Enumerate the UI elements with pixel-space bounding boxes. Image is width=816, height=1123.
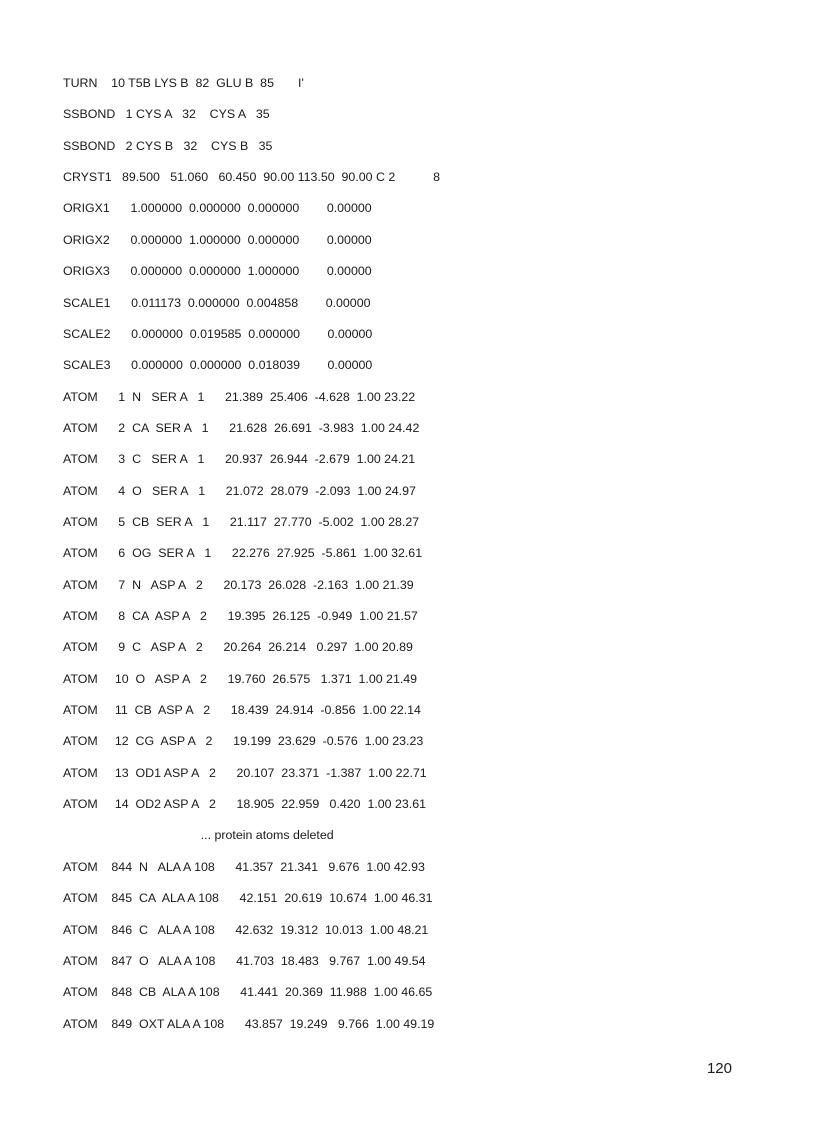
pdb-record-line: ORIGX2 0.000000 1.000000 0.000000 0.00000 bbox=[63, 232, 372, 247]
deletion-note: ... protein atoms deleted bbox=[63, 828, 334, 843]
pdb-record-line: ATOM 7 N ASP A 2 20.173 26.028 -2.163 1.00 21.39 bbox=[63, 577, 414, 592]
pdb-record-line: ATOM 2 CA SER A 1 21.628 26.691 -3.983 1.00 24.42 bbox=[63, 420, 420, 435]
pdb-record-line: ATOM 848 CB ALA A 108 41.441 20.369 11.988 1.00 46.65 bbox=[63, 985, 433, 1000]
pdb-record-line: ATOM 11 CB ASP A 2 18.439 24.914 -0.856 1.00 22.14 bbox=[63, 703, 421, 717]
pdb-record-line: ATOM 9 C ASP A 2 20.264 26.214 0.297 1.00 20.89 bbox=[63, 640, 413, 655]
pdb-record-line: ATOM 13 OD1 ASP A 2 20.107 23.371 -1.387 1.00 22.71 bbox=[63, 765, 427, 780]
pdb-record-line: SCALE1 0.011173 0.000000 0.004858 0.00000 bbox=[63, 295, 371, 310]
pdb-record-line: ATOM 8 CA ASP A 2 19.395 26.125 -0.949 1.00 21.57 bbox=[63, 609, 418, 623]
pdb-record-line: ATOM 14 OD2 ASP A 2 18.905 22.959 0.420 1.00 23.61 bbox=[63, 797, 427, 812]
pdb-record-line: CRYST1 89.500 51.060 60.450 90.00 113.50 90.00 C 2 8 bbox=[63, 170, 441, 185]
pdb-record-line: ATOM 3 C SER A 1 20.937 26.944 -2.679 1.00 24.21 bbox=[63, 452, 416, 467]
pdb-record-line: ATOM 5 CB SER A 1 21.117 27.770 -5.002 1.00 28.27 bbox=[63, 514, 420, 529]
pdb-record-line: ATOM 10 O ASP A 2 19.760 26.575 1.371 1.00 21.49 bbox=[63, 671, 418, 686]
pdb-record-line: TURN 10 T5B LYS B 82 GLU B 85 I' bbox=[63, 76, 304, 90]
pdb-record-line: ATOM 844 N ALA A 108 41.357 21.341 9.676 1.00 42.93 bbox=[63, 859, 425, 874]
pdb-record-line: ATOM 1 N SER A 1 21.389 25.406 -4.628 1.00 23.22 bbox=[63, 389, 416, 404]
pdb-record-line: ATOM 849 OXT ALA A 108 43.857 19.249 9.766 1.00 49.19 bbox=[63, 1016, 435, 1031]
pdb-record-line: ATOM 847 O ALA A 108 41.703 18.483 9.767 1.00 49.54 bbox=[63, 953, 426, 968]
pdb-record-line: ORIGX1 1.000000 0.000000 0.000000 0.00000 bbox=[63, 201, 372, 216]
pdb-record-line: SCALE3 0.000000 0.000000 0.018039 0.00000 bbox=[63, 358, 373, 373]
pdb-record-line: ATOM 12 CG ASP A 2 19.199 23.629 -0.576 1.00 23.23 bbox=[63, 734, 424, 749]
pdb-record-line: SSBOND 1 CYS A 32 CYS A 35 bbox=[63, 107, 270, 122]
pdb-record-line: ATOM 4 O SER A 1 21.072 28.079 -2.093 1.00 24.97 bbox=[63, 483, 416, 498]
pdb-record-line: ATOM 846 C ALA A 108 42.632 19.312 10.013 1.00 48.21 bbox=[63, 922, 429, 937]
pdb-record-line: ATOM 6 OG SER A 1 22.276 27.925 -5.861 1.00 32.61 bbox=[63, 546, 423, 561]
page-number: 120 bbox=[706, 1060, 732, 1077]
pdb-record-line: ORIGX3 0.000000 0.000000 1.000000 0.00000 bbox=[63, 264, 372, 279]
pdb-record-line: SSBOND 2 CYS B 32 CYS B 35 bbox=[63, 138, 273, 153]
pdb-record-line: ATOM 845 CA ALA A 108 42.151 20.619 10.674 1.00 46.31 bbox=[63, 891, 433, 906]
pdb-record-line: SCALE2 0.000000 0.019585 0.000000 0.00000 bbox=[63, 326, 373, 341]
